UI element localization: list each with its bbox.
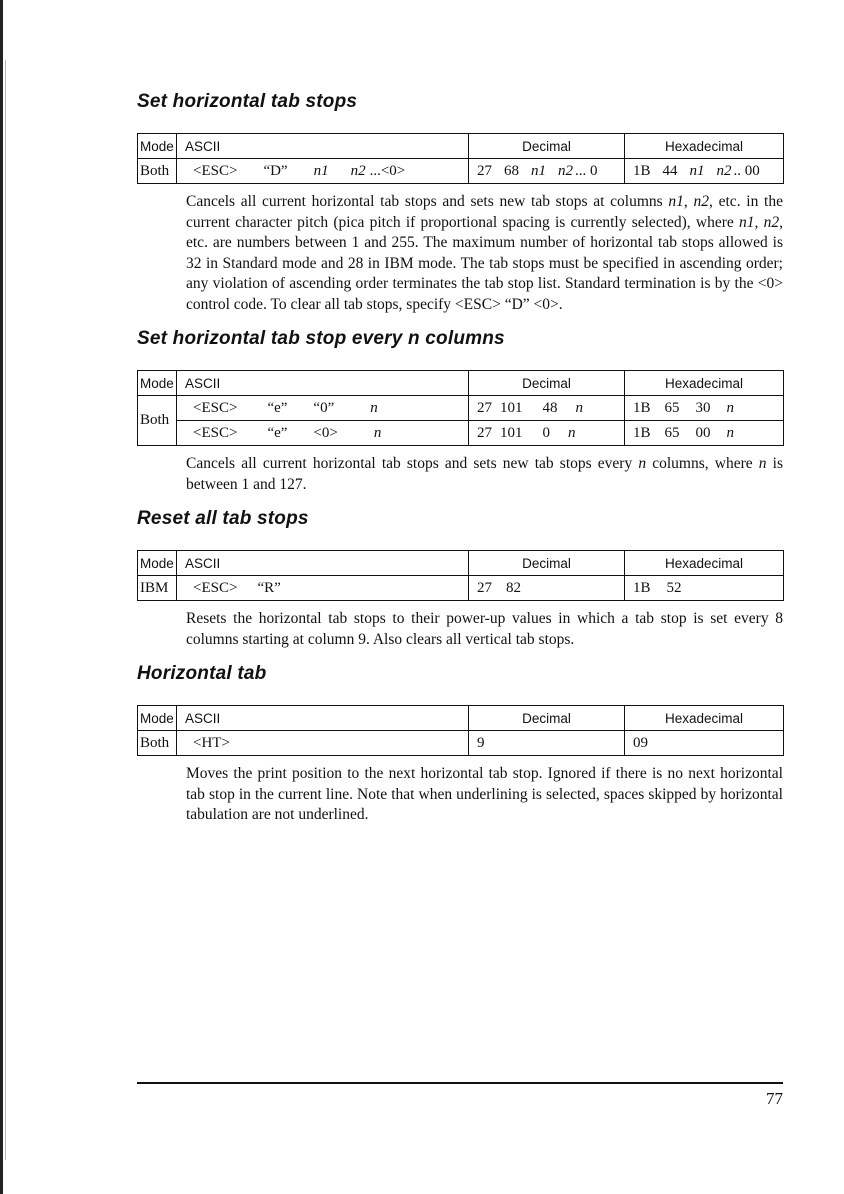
header-decimal: Decimal — [469, 371, 625, 396]
text-run: , etc. are numbers between 1 and 255. The maximum number of horizontal tab stops allowed is 32 in Standard mode and 28 in IBM mode. The tab stops must be specified in ascending order; any violation of ascending order terminates the tab stop list. Standard termination is by the <0> control code. To clear all tab stops, specify <ESC> “D” <0>. — [186, 213, 784, 313]
code-token: 1B — [633, 424, 651, 441]
code-token: “e” — [267, 399, 288, 416]
hex-cell — [625, 396, 784, 421]
code-token: <ESC> — [193, 399, 238, 416]
header-hex: Hexadecimal — [625, 134, 784, 159]
parameter-term: n1 — [668, 193, 684, 210]
code-token: <ESC> — [193, 579, 238, 596]
table-header-row — [138, 134, 784, 159]
code-token: “e” — [267, 424, 288, 441]
header-decimal: Decimal — [469, 551, 625, 576]
code-token: 27 — [477, 162, 492, 179]
code-token: 1B — [633, 579, 651, 596]
text-run: , etc. in the current character pitch (pica pitch if proportional spacing is currently selected), where — [186, 193, 783, 231]
page-number: 77 — [766, 1089, 783, 1108]
command-table — [137, 705, 784, 756]
code-token: 09 — [633, 734, 648, 751]
table-row — [138, 421, 784, 446]
code-token: 1B — [633, 399, 651, 416]
code-token: n — [568, 424, 576, 441]
ascii-cell — [177, 396, 469, 421]
table-row — [138, 576, 784, 601]
mode-cell: Both — [138, 396, 177, 446]
code-token: 65 — [664, 424, 680, 441]
code-token: n — [726, 399, 735, 416]
doc-section — [137, 90, 783, 315]
header-ascii: ASCII — [177, 706, 469, 731]
mode-cell: Both — [138, 159, 177, 184]
ascii-cell — [177, 159, 469, 184]
table-row — [138, 731, 784, 756]
text-run: columns, where — [646, 455, 759, 472]
parameter-term: n — [758, 455, 767, 472]
code-token: n2 — [558, 162, 573, 179]
doc-section — [137, 662, 783, 826]
section-description — [186, 192, 783, 315]
hex-cell — [625, 731, 784, 756]
table-header-row — [138, 551, 784, 576]
header-mode: Mode — [138, 134, 177, 159]
section-description — [186, 454, 783, 495]
decimal-cell — [469, 159, 625, 184]
code-token: 52 — [666, 579, 682, 596]
decimal-cell — [469, 421, 625, 446]
code-token: <HT> — [193, 734, 230, 751]
parameter-term: n2 — [763, 213, 780, 231]
code-token: n — [370, 399, 378, 416]
code-token: 30 — [695, 399, 711, 416]
code-token: <ESC> — [193, 424, 238, 441]
code-token: n1 — [313, 162, 329, 179]
hex-cell — [625, 421, 784, 446]
code-token: 00 — [695, 424, 711, 441]
code-token: 101 — [500, 424, 523, 441]
header-hex: Hexadecimal — [625, 706, 784, 731]
header-mode: Mode — [138, 551, 177, 576]
code-token: “0” — [313, 399, 335, 416]
command-table — [137, 370, 784, 446]
hex-cell — [625, 159, 784, 184]
text-run: Cancels all current horizontal tab stops and sets new tab stops every — [186, 455, 639, 472]
header-decimal: Decimal — [469, 706, 625, 731]
code-token: ...<0> — [369, 162, 406, 179]
hex-cell — [625, 576, 784, 601]
code-token: 101 — [500, 399, 523, 416]
command-table — [137, 133, 784, 184]
decimal-cell — [469, 396, 625, 421]
section-heading: Reset all tab stops — [137, 508, 309, 529]
code-token: “D” — [263, 162, 288, 179]
parameter-term: n1 — [739, 213, 755, 231]
code-token: n — [373, 424, 382, 441]
document-body — [137, 90, 783, 838]
code-token: .. 00 — [733, 162, 760, 179]
code-token: “R” — [257, 579, 281, 596]
section-heading: Set horizontal tab stops — [137, 91, 358, 112]
header-hex: Hexadecimal — [625, 371, 784, 396]
code-token: <0> — [313, 424, 338, 441]
table-row — [138, 159, 784, 184]
code-token: <ESC> — [193, 162, 238, 179]
header-mode: Mode — [138, 706, 177, 731]
decimal-cell — [469, 576, 625, 601]
text-run: Cancels all current horizontal tab stops and sets new tab stops at columns — [186, 193, 669, 210]
header-hex: Hexadecimal — [625, 551, 784, 576]
code-token: n2 — [716, 162, 732, 179]
ascii-cell — [177, 576, 469, 601]
code-token: 48 — [542, 399, 558, 416]
header-mode: Mode — [138, 371, 177, 396]
text-run: , — [754, 213, 764, 231]
code-token: n — [575, 399, 583, 416]
code-token: n — [726, 424, 735, 441]
doc-section — [137, 327, 783, 495]
footer-rule — [137, 1082, 783, 1084]
header-ascii: ASCII — [177, 134, 469, 159]
section-heading: Set horizontal tab stop every n columns — [137, 328, 505, 349]
command-table — [137, 550, 784, 601]
decimal-cell — [469, 731, 625, 756]
code-token: n1 — [689, 162, 705, 179]
code-token: 82 — [506, 579, 521, 596]
header-decimal: Decimal — [469, 134, 625, 159]
section-heading: Horizontal tab — [137, 663, 267, 684]
ascii-cell — [177, 421, 469, 446]
table-row — [138, 396, 784, 421]
code-token: 68 — [504, 162, 519, 179]
table-header-row — [138, 371, 784, 396]
ascii-cell — [177, 731, 469, 756]
scan-edge — [0, 0, 3, 1194]
code-token: 9 — [477, 734, 485, 751]
code-token: 27 — [477, 424, 492, 441]
doc-section — [137, 507, 783, 650]
section-description — [186, 764, 783, 826]
code-token: 27 — [477, 579, 492, 596]
code-token: n1 — [531, 162, 546, 179]
section-description — [186, 609, 783, 650]
code-token: 44 — [662, 162, 678, 179]
scan-edge-shadow — [5, 60, 6, 1160]
mode-cell: IBM — [138, 576, 177, 601]
code-token: ... 0 — [575, 162, 598, 179]
text-run: is between 1 and 127. — [186, 455, 784, 493]
table-header-row — [138, 706, 784, 731]
header-ascii: ASCII — [177, 371, 469, 396]
code-token: 27 — [477, 399, 492, 416]
code-token: 1B — [633, 162, 651, 179]
code-token: 65 — [664, 399, 680, 416]
text-run: Resets the horizontal tab stops to their power-up values in which a tab stop is set every 8 columns starting at column 9. Also clears all vertical tab stops. — [186, 610, 783, 648]
parameter-term: n — [638, 455, 647, 472]
code-token: 0 — [542, 424, 550, 441]
parameter-term: n2 — [693, 193, 710, 210]
text-run: , — [683, 193, 694, 210]
code-token: n2 — [350, 162, 366, 179]
text-run: Moves the print position to the next horizontal tab stop. Ignored if there is no next horizontal tab stop in the current line. Note that when underlining is selected, spaces skipped by horizontal tabulation are not underlined. — [186, 765, 783, 823]
header-ascii: ASCII — [177, 551, 469, 576]
mode-cell: Both — [138, 731, 177, 756]
